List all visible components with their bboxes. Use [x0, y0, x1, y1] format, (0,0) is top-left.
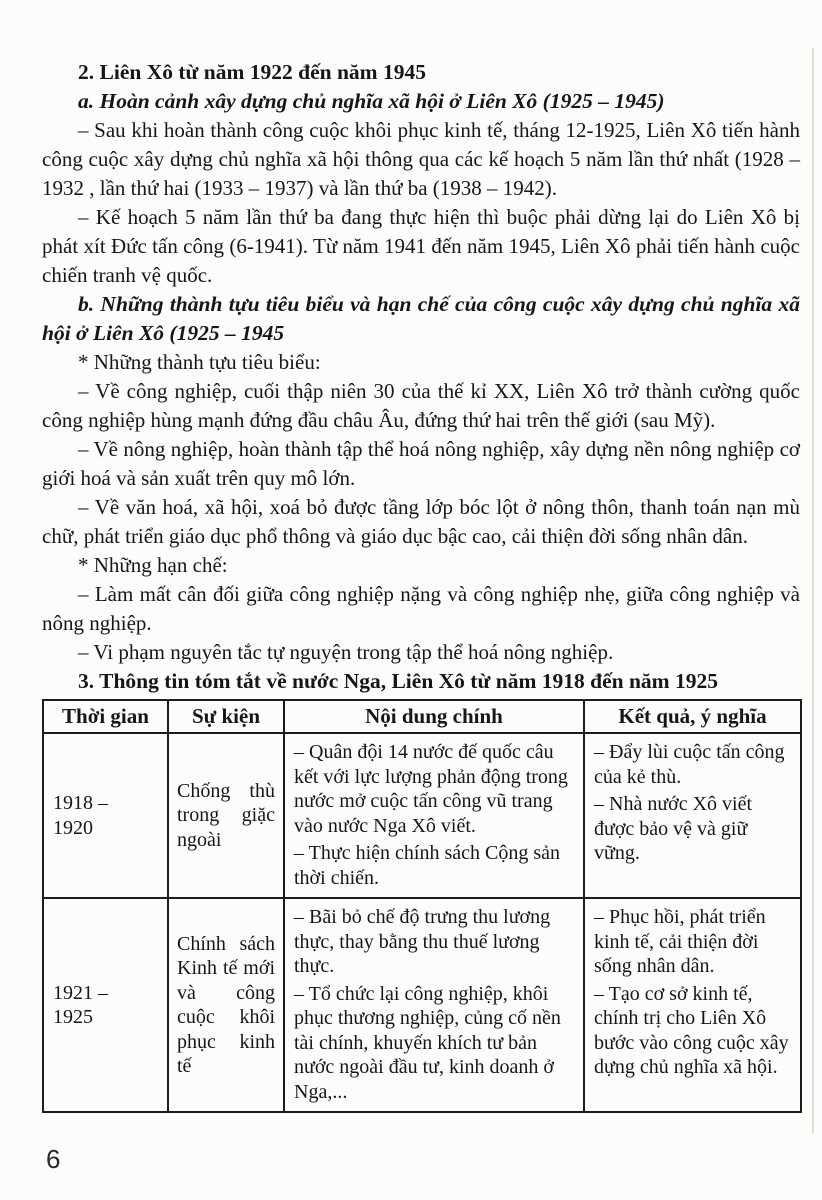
content-item: – Thực hiện chính sách Cộng sản thời chiến. — [294, 842, 560, 889]
column-header-result: Kết quả, ý nghĩa — [584, 700, 801, 733]
period-cell — [43, 733, 168, 898]
scan-artifact-line — [812, 48, 814, 1133]
achievement-culture: – Về văn hoá, xã hội, xoá bỏ được tầng lớp bóc lột ở nông thôn, thanh toán nạn mù chữ, phát triển giáo dục phổ thông và giáo dục bậc cao, cải thiện đời sống nhân dân. — [42, 495, 800, 548]
content-item: – Quân đội 14 nước đế quốc câu kết với lực lượng phản động trong nước mở cuộc tấn công vũ trang vào nước Nga Xô viết. — [294, 741, 568, 837]
column-header-content: Nội dung chính — [284, 700, 584, 733]
limitation-principle: – Vi phạm nguyên tắc tự nguyện trong tập thể hoá nông nghiệp. — [78, 640, 614, 664]
table-row-1921-1925 — [43, 898, 801, 1112]
result-cell — [584, 898, 801, 1112]
achievement-industry: – Về công nghiệp, cuối thập niên 30 của thế kỉ XX, Liên Xô trở thành cường quốc công nghiệp hùng mạnh đứng đầu châu Âu, đứng thứ hai trên thế giới (sau Mỹ). — [42, 379, 800, 432]
limitation-imbalance: – Làm mất cân đối giữa công nghiệp nặng và công nghiệp nhẹ, giữa công nghiệp và nông nghiệp. — [42, 582, 800, 635]
content-item: – Bãi bỏ chế độ trưng thu lương thực, thay bằng thu thuế lương thực. — [294, 906, 551, 977]
section-3-heading: 3. Thông tin tóm tắt về nước Nga, Liên Xô từ năm 1918 đến năm 1925 — [78, 669, 718, 693]
paragraph-recovery: – Sau khi hoàn thành công cuộc khôi phục kinh tế, tháng 12-1925, Liên Xô tiến hành công cuộc xây dựng chủ nghĩa xã hội thông qua các kế hoạch 5 năm lần thứ nhất (1928 – 1932 , lần thứ hai (1933 – 1937) và lần thứ ba (1938 – 1942). — [42, 118, 800, 200]
result-item: – Phục hồi, phát triển kinh tế, cải thiện đời sống nhân dân. — [594, 906, 766, 977]
achievement-agriculture: – Về nông nghiệp, hoàn thành tập thể hoá nông nghiệp, xây dựng nền nông nghiệp cơ giới hoá và sản xuất trên quy mô lớn. — [42, 437, 800, 490]
section-2a-heading: a. Hoàn cảnh xây dựng chủ nghĩa xã hội ở Liên Xô (1925 – 1945) — [78, 89, 665, 113]
period-line: 1918 – — [53, 792, 108, 814]
period-line: 1925 — [53, 1006, 93, 1028]
section-2-heading: 2. Liên Xô từ năm 1922 đến năm 1945 — [78, 60, 426, 84]
summary-table — [42, 699, 802, 1113]
section-2b-heading: b. Những thành tựu tiêu biểu và hạn chế của công cuộc xây dựng chủ nghĩa xã hội ở Liên Xô (1925 – 1945 — [42, 292, 800, 345]
content-cell — [284, 898, 584, 1112]
limitations-label: * Những hạn chế: — [78, 553, 228, 577]
result-cell — [584, 733, 801, 898]
period-line: 1920 — [53, 816, 93, 839]
column-header-event: Sự kiện — [168, 700, 284, 733]
result-item: – Tạo cơ sở kinh tế, chính trị cho Liên Xô bước vào công cuộc xây dựng chủ nghĩa xã hội. — [594, 982, 789, 1078]
result-item: – Nhà nước Xô viết được bảo vệ và giữ vững. — [594, 793, 753, 864]
result-item: – Đẩy lùi cuộc tấn công của kẻ thù. — [594, 741, 785, 788]
event-cell: Chính sách Kinh tế mới và công cuộc khôi phục kinh tế — [168, 898, 284, 1112]
content-item: – Tổ chức lại công nghiệp, khôi phục thương nghiệp, củng cố nền tài chính, khuyến khích tư bản nước ngoài đầu tư, kinh doanh ở Nga,... — [294, 982, 561, 1103]
column-header-period: Thời gian — [43, 700, 168, 733]
event-cell: Chống thù trong giặc ngoài — [168, 733, 284, 898]
table-row-1918-1920 — [43, 733, 801, 898]
period-line: 1921 – — [53, 981, 108, 1004]
achievements-label: * Những thành tựu tiêu biểu: — [78, 350, 321, 374]
paragraph-war: – Kế hoạch 5 năm lần thứ ba đang thực hiện thì buộc phải dừng lại do Liên Xô bị phát xít Đức tấn công (6-1941). Từ năm 1941 đến năm 1945, Liên Xô phải tiến hành cuộc chiến tranh vệ quốc. — [42, 205, 800, 287]
page-content — [42, 58, 800, 1113]
table-header-row — [43, 700, 801, 733]
page-number: 6 — [46, 1144, 61, 1174]
content-cell — [284, 733, 584, 898]
period-cell — [43, 898, 168, 1112]
